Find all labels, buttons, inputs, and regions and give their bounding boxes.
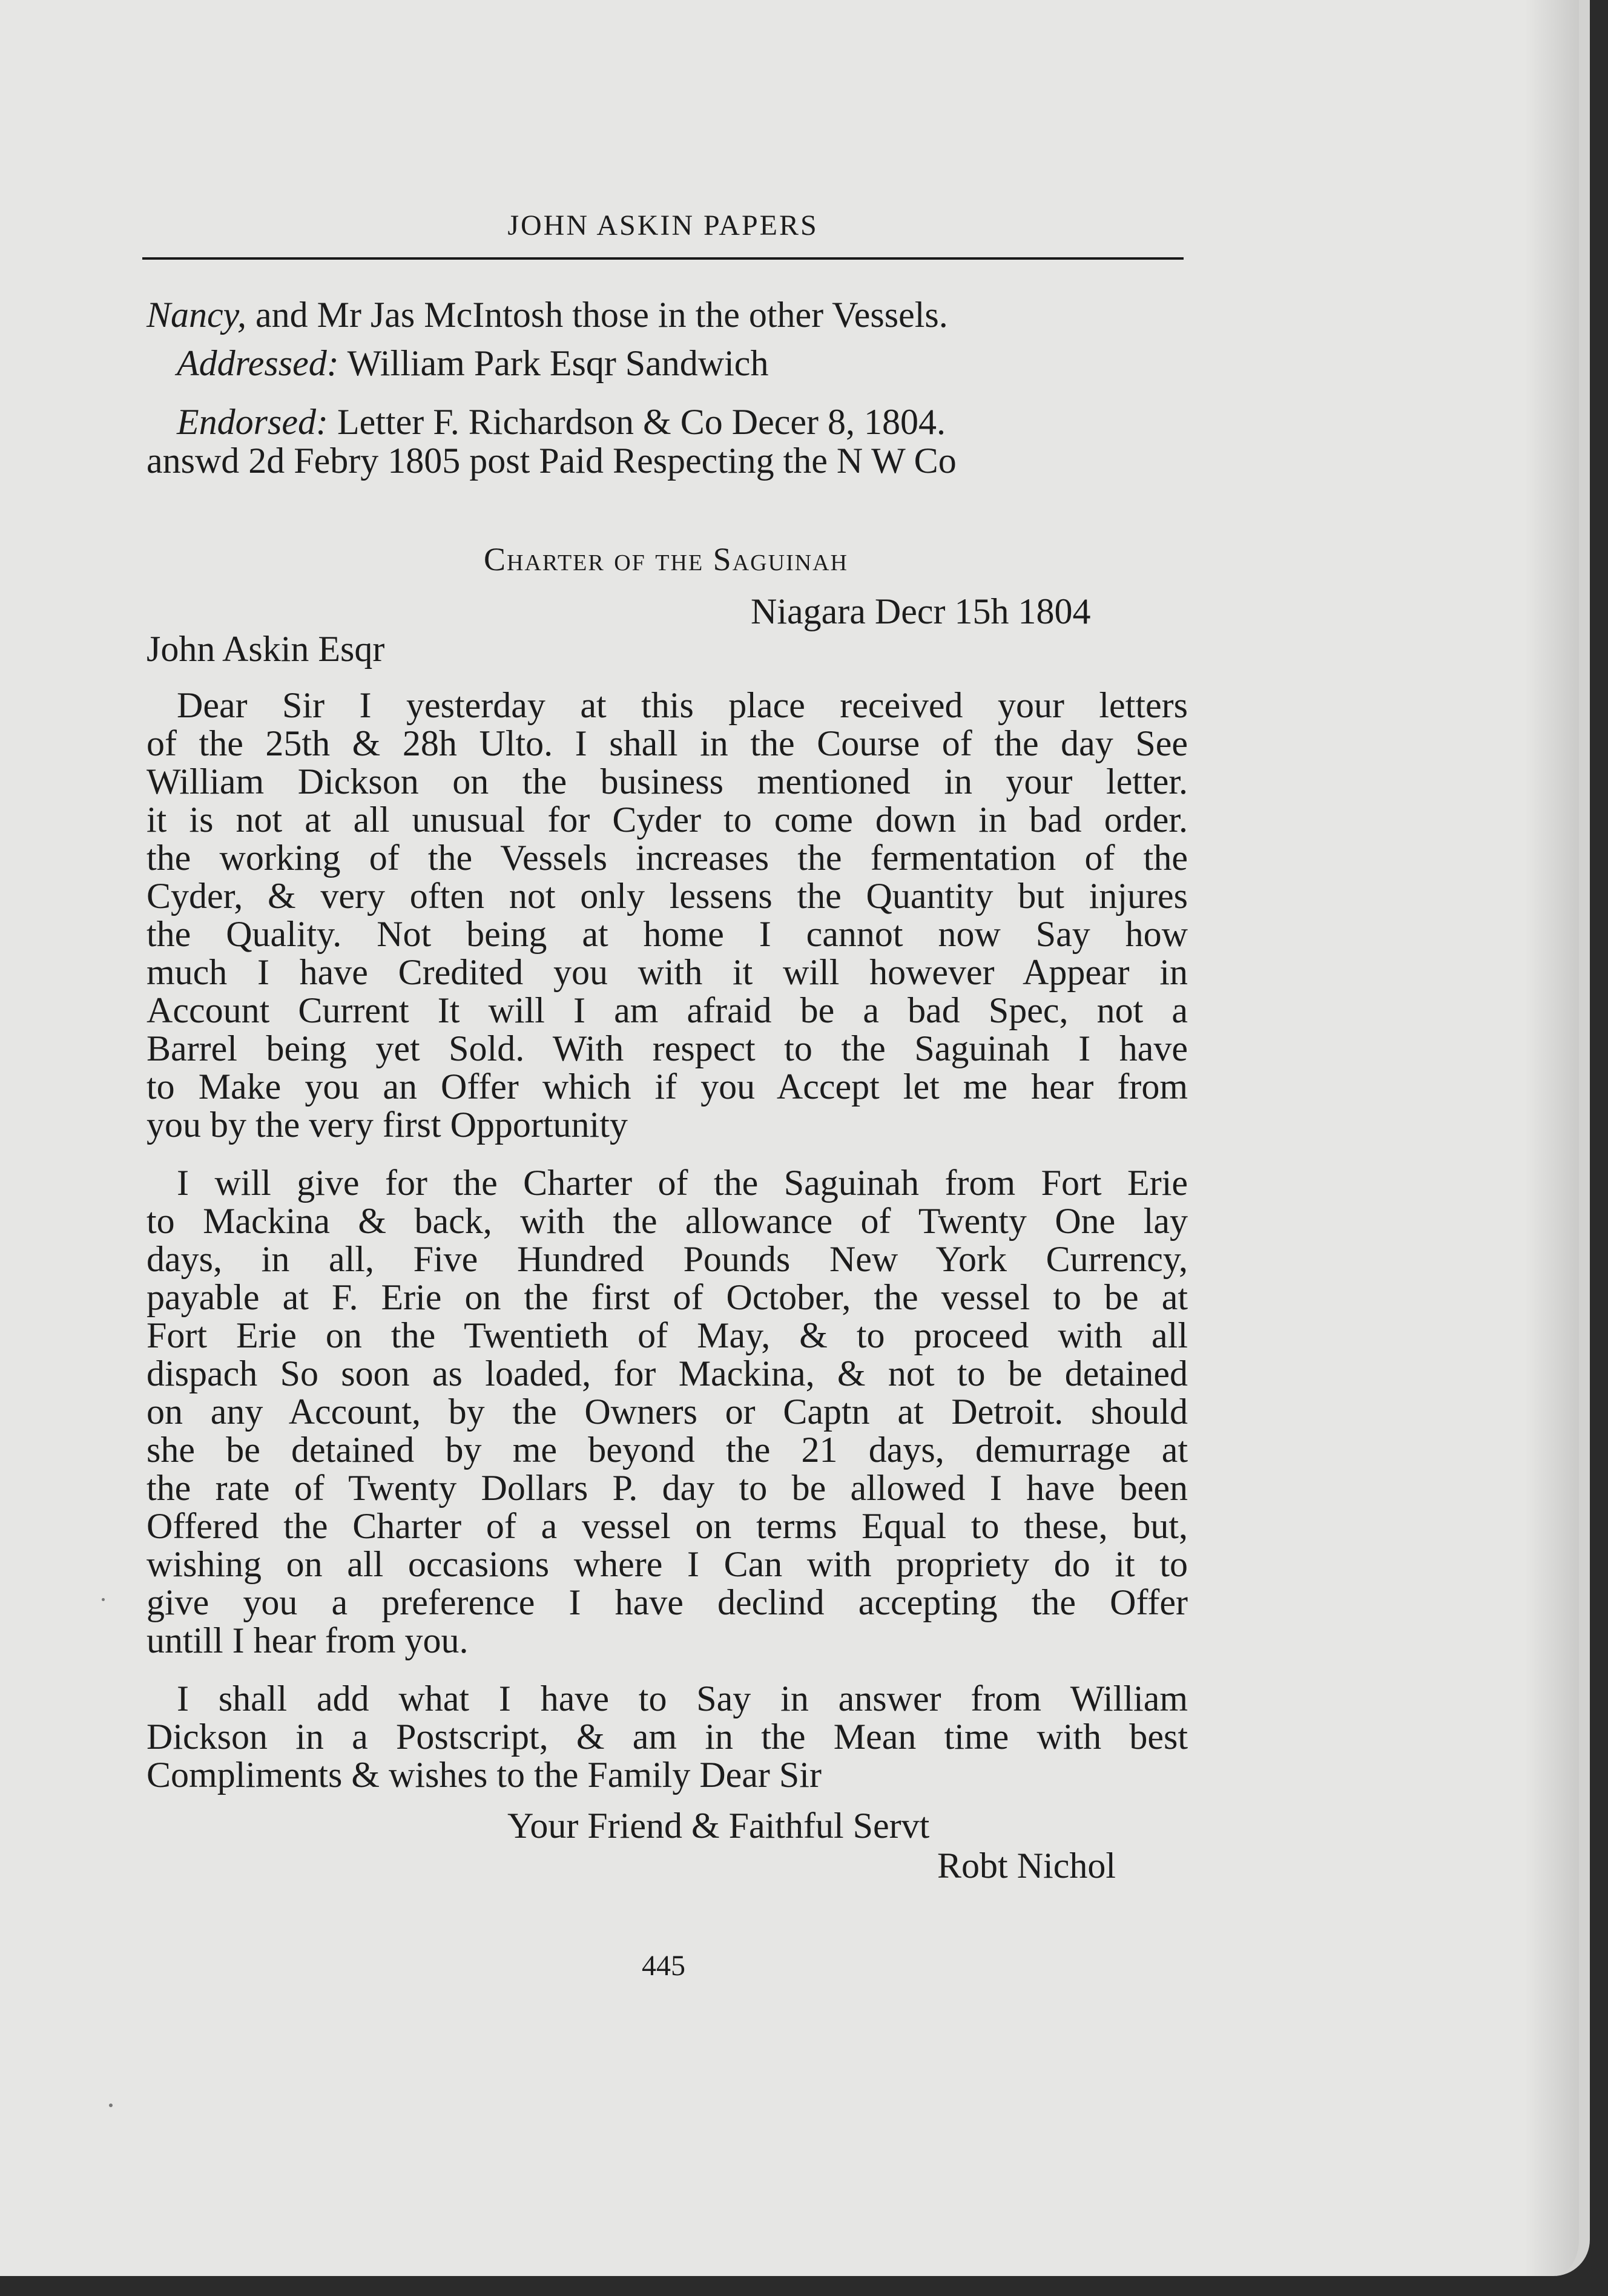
para1-line: to Make you an Offer which if you Accept let me hear from (147, 1067, 1188, 1107)
header-title: JOHN ASKIN PAPERS (507, 209, 819, 242)
para1-line: the Quality. Not being at home I cannot now Say how (147, 914, 1188, 954)
addressed-text: William Park Esqr Sandwich (347, 343, 769, 383)
dateline: Niagara Decr 15h 1804 (751, 591, 1091, 631)
para1-line: of the 25th & 28h Ulto. I shall in the Course of the day See (147, 723, 1188, 763)
para1-line: Account Current It will I am afraid be a bad Spec, not a (147, 990, 1188, 1030)
para2-line: Offered the Charter of a vessel on terms Equal to these, but, (147, 1506, 1188, 1546)
addressed-line (177, 344, 1188, 383)
endorsed-line (177, 403, 1188, 441)
para3-line: Compliments & wishes to the Family Dear Sir (147, 1755, 822, 1795)
para1-line: you by the very first Opportunity (147, 1105, 628, 1145)
para1-line: Cyder, & very often not only lessens the Quantity but injures (147, 876, 1188, 916)
para3-line: I shall add what I have to Say in answer from William (177, 1679, 1188, 1719)
page-edge-shadow (1524, 0, 1579, 2276)
para1-line: it is not at all unusual for Cyder to come down in bad order. (147, 800, 1188, 840)
paper-speck (102, 1598, 105, 1601)
endorsement-line-1 (147, 295, 1188, 334)
closing: Your Friend & Faithful Servt (507, 1806, 930, 1846)
page-number: 445 (642, 1950, 685, 1982)
paper-speck (109, 2104, 113, 2107)
endorsed-label: Endorsed: (177, 402, 328, 442)
para2-line: wishing on all occasions where I Can with propriety do it to (147, 1544, 1188, 1584)
para2-line: I will give for the Charter of the Saguinah from Fort Erie (177, 1163, 1188, 1203)
para2-line: she be detained by me beyond the 21 days, demurrage at (147, 1430, 1188, 1470)
para2-line: Fort Erie on the Twentieth of May, & to proceed with all (147, 1315, 1188, 1355)
endorsement-line-1-text: and Mr Jas McIntosh those in the other Vessels. (255, 295, 948, 335)
para1-line: the working of the Vessels increases the fermentation of the (147, 838, 1188, 878)
para2-line: give you a preference I have declind accepting the Offer (147, 1582, 1188, 1622)
para2-line: dispach So soon as loaded, for Mackina, & not to be detained (147, 1354, 1188, 1393)
para2-line: payable at F. Erie on the first of October, the vessel to be at (147, 1277, 1188, 1317)
para3-line: Dickson in a Postscript, & am in the Mean time with best (147, 1717, 1188, 1757)
signature: Robt Nichol (937, 1846, 1116, 1886)
para1-line: much I have Credited you with it will however Appear in (147, 952, 1188, 992)
addressed-label: Addressed: (177, 343, 339, 383)
section-heading: Charter of the Saguinah (483, 541, 849, 577)
para2-line: on any Account, by the Owners or Captn at Detroit. should (147, 1392, 1188, 1432)
endorsed-text: Letter F. Richardson & Co Decer 8, 1804. (337, 402, 946, 442)
answered-line: answd 2d Febry 1805 post Paid Respecting the N W Co (147, 441, 957, 481)
para2-line: untill I hear from you. (147, 1620, 469, 1660)
para2-line: to Mackina & back, with the allowance of Twenty One lay (147, 1201, 1188, 1241)
para1-line: Barrel being yet Sold. With respect to the Saguinah I have (147, 1028, 1188, 1068)
para1-line: Dear Sir I yesterday at this place received your letters (177, 685, 1188, 725)
vessel-name: Nancy, (147, 295, 246, 335)
running-header (142, 209, 1184, 260)
para2-line: the rate of Twenty Dollars P. day to be allowed I have been (147, 1468, 1188, 1508)
para2-line: days, in all, Five Hundred Pounds New York Currency, (147, 1239, 1188, 1279)
salutation-addressee: John Askin Esqr (147, 629, 385, 669)
para1-line: William Dickson on the business mentioned in your letter. (147, 761, 1188, 801)
